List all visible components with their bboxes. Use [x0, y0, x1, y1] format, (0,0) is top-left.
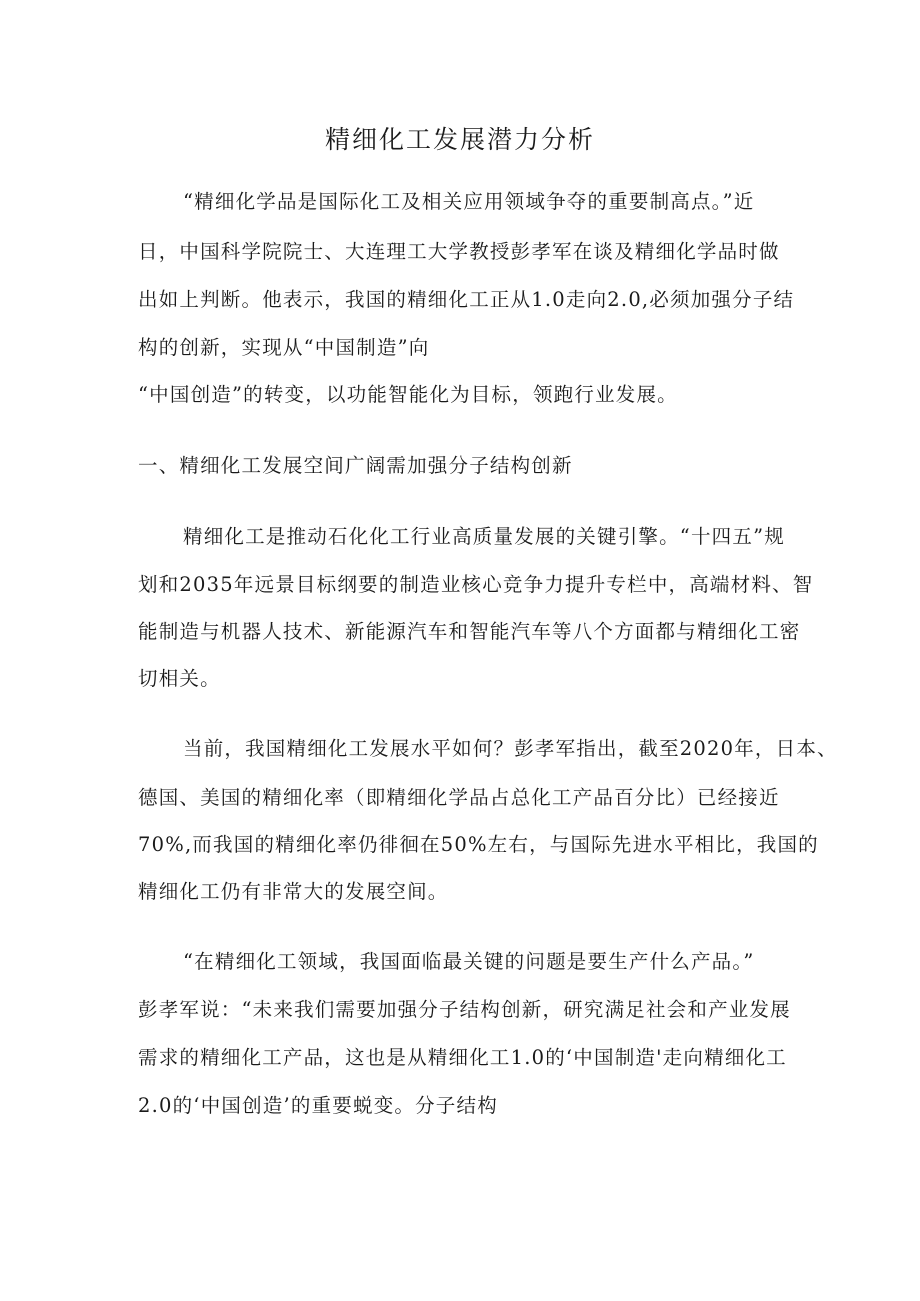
paragraph-1-line-3: 出如上判断。他表示，我国的精细化工正从1.0走向2.0,必须加强分子结 [138, 288, 795, 311]
paragraph-1-line-2: 日，中国科学院院士、大连理工大学教授彭孝军在谈及精细化学品时做 [138, 240, 780, 263]
paragraph-2-line-1: 精细化工是推动石化化工行业高质量发展的关键引擎。“十四五”规 [183, 525, 785, 548]
paragraph-4-line-3: 需求的精细化工产品，这也是从精细化工1.0的‘中国制造'走向精细化工 [138, 1046, 787, 1069]
paragraph-4-line-2: 彭孝军说：“未来我们需要加强分子结构创新，研究满足社会和产业发展 [138, 998, 791, 1021]
paragraph-3-line-3: 70%,而我国的精细化率仍徘徊在50%左右，与国际先进水平相比，我国的 [138, 833, 819, 856]
document-title: 精细化工发展潜力分析 [324, 125, 595, 154]
paragraph-1-line-1: “精细化学品是国际化工及相关应用领域争夺的重要制高点。”近 [183, 190, 755, 213]
paragraph-4-line-4: 2.0的‘中国创造’的重要蜕变。分子结构 [138, 1094, 498, 1117]
section-1-heading: 一、精细化工发展空间广阔需加强分子结构创新 [138, 454, 573, 477]
paragraph-4-line-1: “在精细化工领域，我国面临最关键的问题是要生产什么产品。” [183, 950, 755, 973]
paragraph-3-line-2: 德国、美国的精细化率（即精细化学品占总化工产品百分比）已经接近 [138, 786, 780, 809]
paragraph-3-line-4: 精细化工仍有非常大的发展空间。 [138, 880, 449, 903]
paragraph-1-line-4: 构的创新，实现从“中国制造”向 [138, 336, 430, 359]
paragraph-3-line-1: 当前，我国精细化工发展水平如何？彭孝军指出，截至2020年，日本、 [183, 737, 838, 760]
paragraph-2-line-4: 切相关。 [138, 667, 221, 690]
paragraph-2-line-3: 能制造与机器人技术、新能源汽车和智能汽车等八个方面都与精细化工密 [138, 620, 801, 643]
paragraph-1-line-5: “中国创造”的转变，以功能智能化为目标，领跑行业发展。 [138, 383, 678, 406]
paragraph-2-line-2: 划和2035年远景目标纲要的制造业核心竞争力提升专栏中，高端材料、智 [138, 573, 814, 596]
